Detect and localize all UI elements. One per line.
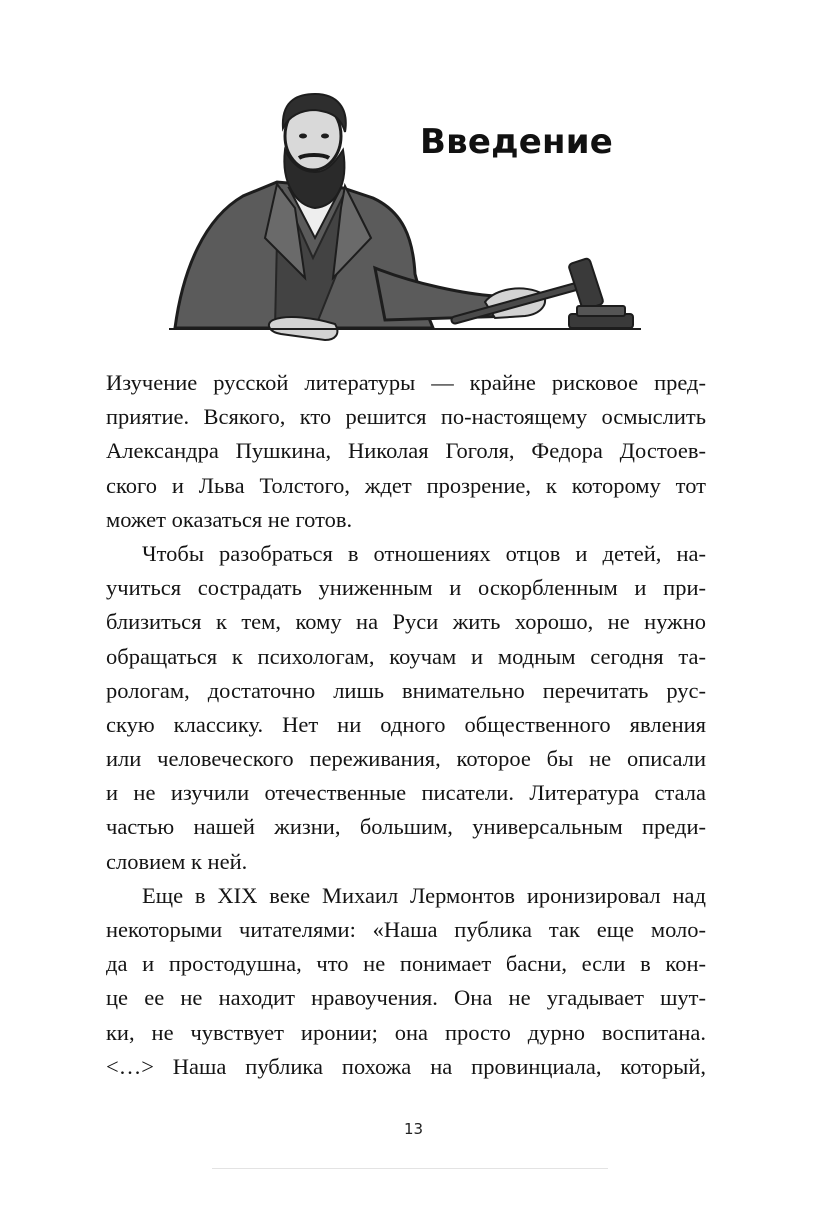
text-line: учиться сострадать униженным и оскорбленным и при- xyxy=(106,575,706,601)
text-line: частью нашей жизни, большим, универсальным преди- xyxy=(106,814,706,840)
text-line: ского и Льва Толстого, ждет прозрение, к которому тот xyxy=(106,472,706,498)
text-line: Чтобы разобраться в отношениях отцов и детей, на- xyxy=(142,540,706,566)
text-line: скую классику. Нет ни одного общественного явления xyxy=(106,711,706,737)
text-line: це ее не находит нравоучения. Она не угадывает шут- xyxy=(106,985,706,1011)
text-line: обращаться к психологам, коучам и модным сегодня та- xyxy=(106,643,706,669)
text-line: словием к ней. xyxy=(106,848,248,874)
page-number: 13 xyxy=(403,1120,424,1138)
body-text xyxy=(106,366,706,1084)
chapter-title: Введение xyxy=(420,122,613,162)
text-line: и не изучили отечественные писатели. Литература стала xyxy=(106,780,706,806)
text-line: Еще в XIX веке Михаил Лермонтов иронизировал над xyxy=(142,882,706,908)
footer-rule xyxy=(212,1168,608,1169)
text-line: или человеческого переживания, которое бы не описали xyxy=(106,746,706,772)
text-line: может оказаться не готов. xyxy=(106,506,353,532)
text-line: <…> Наша публика похожа на провинциала, который, xyxy=(106,1053,706,1079)
text-line: Александра Пушкина, Николая Гоголя, Федора Достоев- xyxy=(106,438,706,464)
text-line: ки, не чувствует иронии; она просто дурно воспитана. xyxy=(106,1019,706,1045)
text-line: приятие. Всякого, кто решится по-настоящему осмыслить xyxy=(106,404,706,430)
text-line: некоторыми читателями: «Наша публика так еще моло- xyxy=(106,917,706,942)
text-line: да и простодушна, что не понимает басни, если в кон- xyxy=(106,951,706,977)
text-line: рологам, достаточно лишь внимательно перечитать рус- xyxy=(106,677,706,703)
text-line: близиться к тем, кому на Руси жить хорошо, не нужно xyxy=(106,609,706,635)
text-line: Изучение русской литературы — крайне рисковое пред- xyxy=(106,370,706,395)
